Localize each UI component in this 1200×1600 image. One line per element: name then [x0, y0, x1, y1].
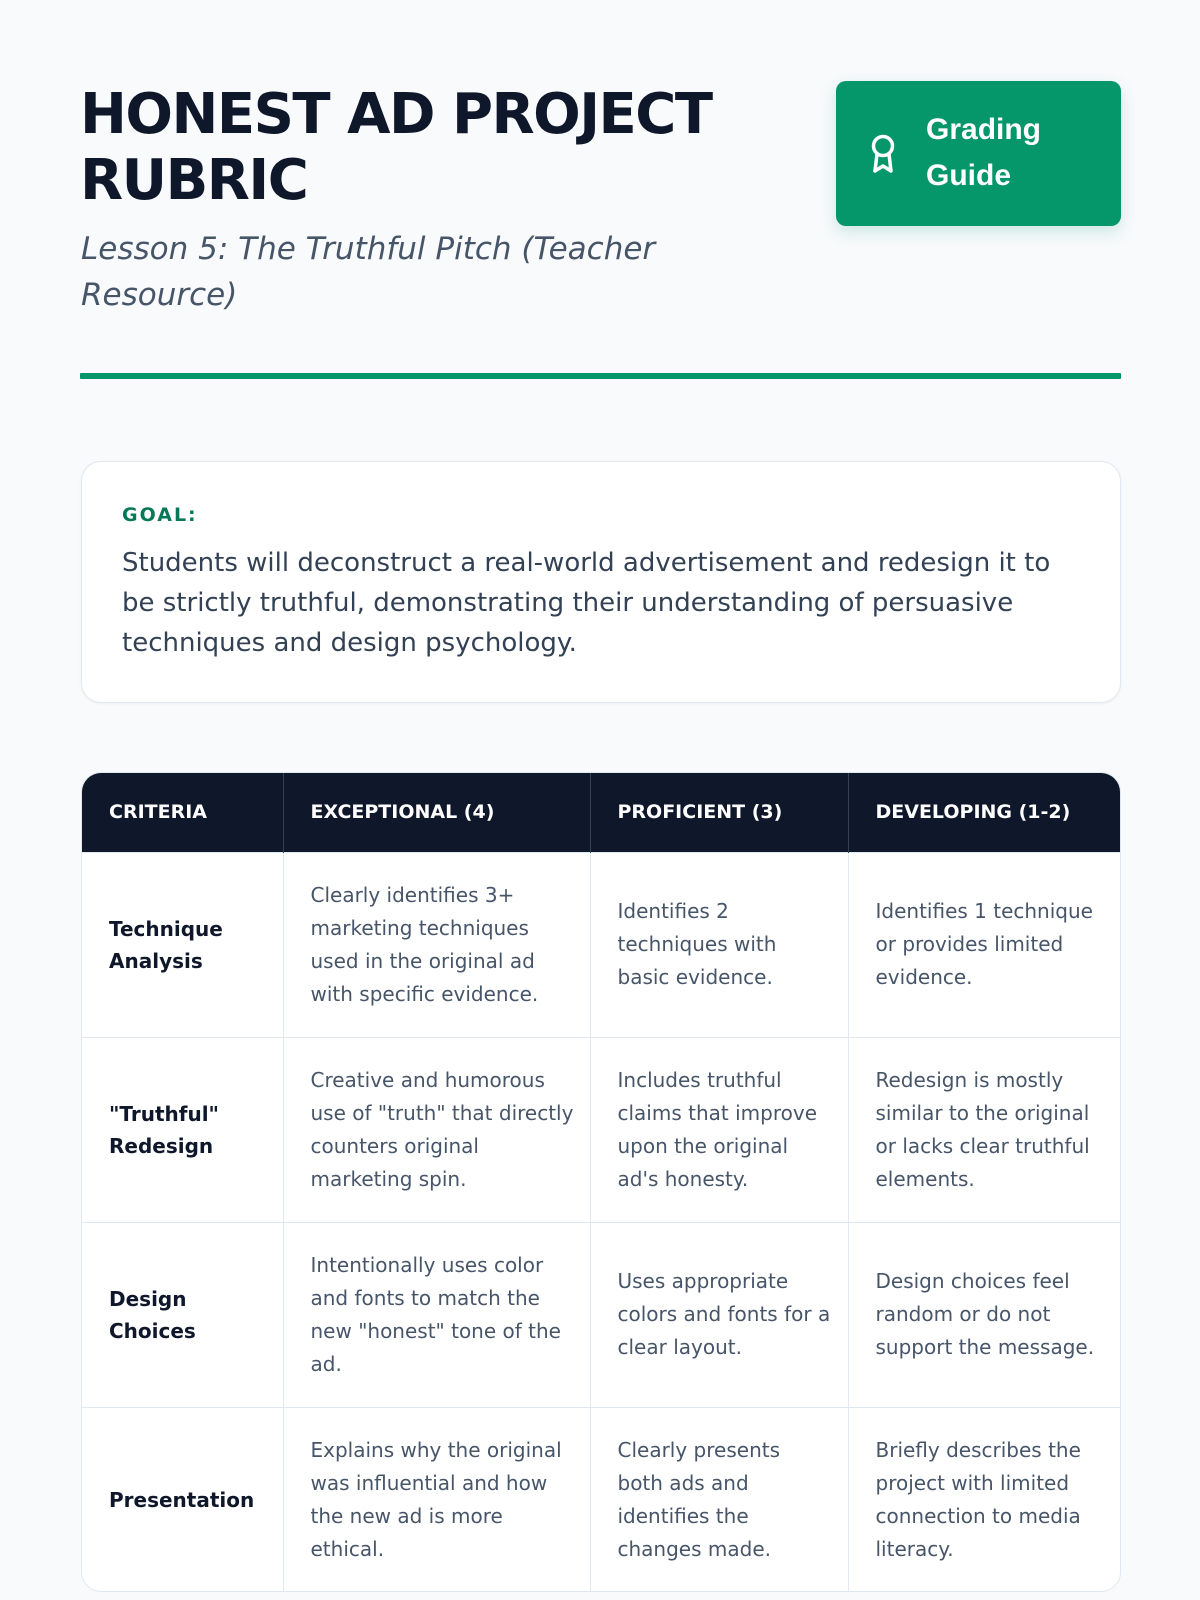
proficient-cell: Includes truthful claims that improve upon the original ad's honesty. [590, 1037, 848, 1222]
table-row [82, 1037, 1120, 1222]
proficient-cell: Identifies 2 techniques with basic evidence. [590, 852, 848, 1037]
exceptional-cell: Clearly identifies 3+ marketing techniques used in the original ad with specific evidence. [283, 852, 590, 1037]
exceptional-cell: Creative and humorous use of "truth" that directly counters original marketing spin. [283, 1037, 590, 1222]
proficient-cell: Uses appropriate colors and fonts for a clear layout. [590, 1222, 848, 1407]
rubric-table-container [81, 772, 1121, 1592]
header-exceptional: EXCEPTIONAL (4) [283, 773, 590, 852]
developing-cell: Redesign is mostly similar to the original or lacks clear truthful elements. [848, 1037, 1120, 1222]
page-subtitle: Lesson 5: The Truthful Pitch (Teacher Resource) [81, 231, 656, 313]
table-row [82, 1407, 1120, 1592]
table-row [82, 852, 1120, 1037]
goal-card [81, 461, 1121, 703]
badge-label: Grading Guide [926, 113, 1042, 192]
criteria-cell: Technique Analysis [82, 852, 283, 1037]
exceptional-cell: Intentionally uses color and fonts to match the new "honest" tone of the ad. [283, 1222, 590, 1407]
header-developing: DEVELOPING (1-2) [848, 773, 1120, 852]
goal-label: GOAL: [122, 504, 198, 526]
proficient-cell: Clearly presents both ads and identifies the changes made. [590, 1407, 848, 1592]
header-divider [80, 373, 1121, 379]
criteria-cell: Design Choices [82, 1222, 283, 1407]
rubric-table [82, 773, 1120, 1592]
criteria-cell: Presentation [82, 1407, 283, 1592]
criteria-cell: "Truthful" Redesign [82, 1037, 283, 1222]
goal-text: Students will deconstruct a real-world advertisement and redesign it to be strictly truthful, demonstrating their understanding of persuasive techniques and design psychology. [122, 548, 1051, 658]
exceptional-cell: Explains why the original was influential and how the new ad is more ethical. [283, 1407, 590, 1592]
table-row [82, 1222, 1120, 1407]
developing-cell: Briefly describes the project with limited connection to media literacy. [848, 1407, 1120, 1592]
developing-cell: Identifies 1 technique or provides limited evidence. [848, 852, 1120, 1037]
rubric-header-row [82, 773, 1120, 852]
header-criteria: CRITERIA [82, 773, 283, 852]
grading-guide-badge [836, 81, 1121, 226]
award-ribbon-icon [868, 133, 898, 175]
page-title: HONEST AD PROJECT RUBRIC [80, 82, 712, 213]
developing-cell: Design choices feel random or do not support the message. [848, 1222, 1120, 1407]
header-proficient: PROFICIENT (3) [590, 773, 848, 852]
